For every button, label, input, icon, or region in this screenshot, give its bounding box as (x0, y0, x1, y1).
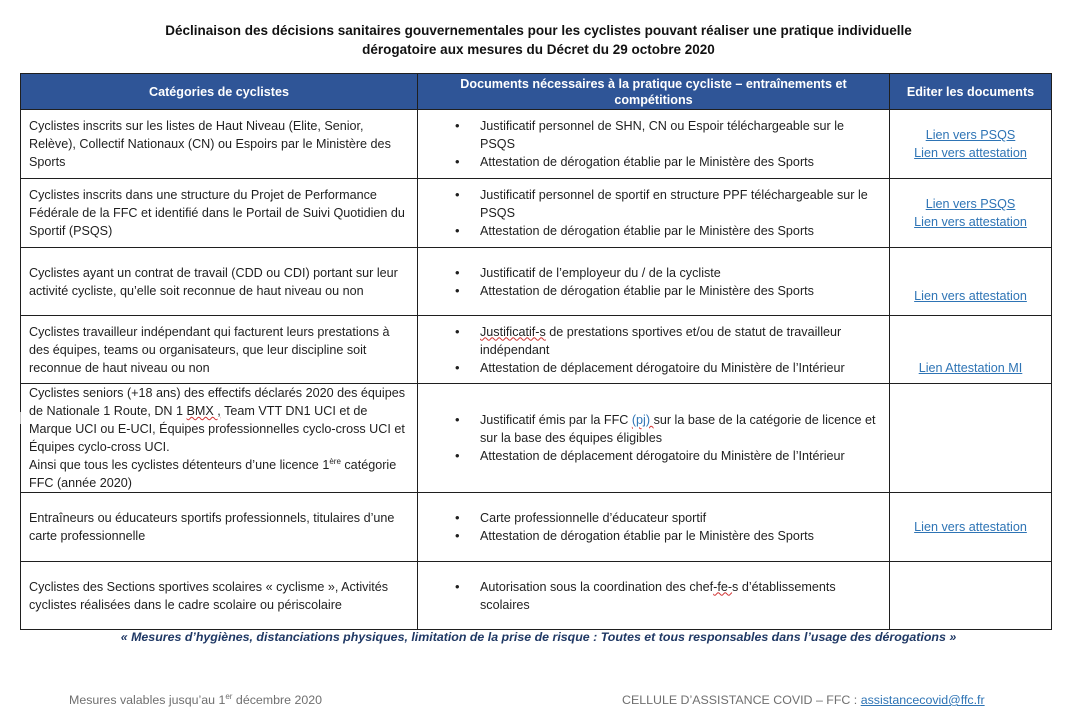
list-item: • Attestation de déplacement dérogatoire du Ministère de l’Intérieur (480, 447, 881, 465)
superscript: ère (329, 456, 341, 466)
list-item: • Justificatif personnel de SHN, CN ou Espoir téléchargeable sur le PSQS (480, 117, 881, 153)
list-item: • Justificatif de l’employeur du / de la cycliste (480, 264, 881, 282)
footer-validity (69, 693, 322, 707)
table-row (21, 248, 1052, 316)
table-row (21, 316, 1052, 384)
superscript: er (225, 691, 233, 701)
link-attestation[interactable]: Lien vers attestation (914, 215, 1027, 229)
spellcheck-word: Justificatif-s (480, 324, 546, 339)
documents-cell (418, 110, 890, 179)
title-line-1: Déclinaison des décisions sanitaires gouvernementales pour les cyclistes pouvant réaliser une pratique individuelle (165, 23, 912, 38)
table-row (21, 110, 1052, 179)
text-cursor (20, 412, 21, 424)
documents-cell (418, 248, 890, 316)
title-line-2: dérogatoire aux mesures du Décret du 29 octobre 2020 (362, 42, 715, 57)
list-item-text: Justificatif émis par la FFC (480, 413, 632, 427)
link-attestation-mi[interactable]: Lien Attestation MI (918, 361, 1023, 375)
header-documents (418, 74, 890, 110)
header-documents-line1: Documents nécessaires à la pratique cycliste – entraînements et (460, 76, 847, 91)
links-cell (890, 316, 1052, 384)
category-cell: Cyclistes travailleur indépendant qui facturent leurs prestations à des équipes, teams ou organisateurs, que leur discipline soit reconnue de haut niveau ou non (21, 316, 418, 384)
list-item-text: s d’établissements scolaires (480, 579, 836, 612)
list-item: • Justificatif personnel de sportif en structure PPF téléchargeable sur le PSQS (480, 186, 881, 222)
list-item: • Attestation de dérogation établie par le Ministère des Sports (480, 222, 881, 240)
list-item: • Attestation de dérogation établie par le Ministère des Sports (480, 282, 881, 300)
pj-link[interactable]: (pj) (631, 413, 654, 427)
category-text: catégorie FFC (année 2020) (29, 458, 397, 490)
header-documents-line2: compétitions (614, 92, 693, 107)
list-item (480, 323, 881, 359)
category-cell: Cyclistes ayant un contrat de travail (CDD ou CDI) portant sur leur activité cycliste, qu’elle soit reconnue de haut niveau ou non (21, 248, 418, 316)
links-cell (890, 493, 1052, 562)
documents-list (426, 411, 881, 465)
documents-list (426, 323, 881, 377)
category-cell (21, 384, 418, 493)
list-item (480, 578, 881, 614)
email-link[interactable]: assistancecovid@ffc.fr (860, 693, 985, 707)
table-row (21, 562, 1052, 630)
links-cell (890, 179, 1052, 248)
link-psqs[interactable]: Lien vers PSQS (925, 128, 1016, 142)
header-categories: Catégories de cyclistes (21, 74, 418, 110)
documents-list (426, 578, 881, 614)
link-attestation[interactable]: Lien vers attestation (914, 520, 1027, 534)
documents-list (426, 509, 881, 545)
documents-list (426, 264, 881, 300)
documents-cell (418, 384, 890, 493)
list-item (480, 411, 881, 447)
footer-contact (622, 693, 985, 707)
footer-text: décembre 2020 (232, 693, 323, 707)
links-cell (890, 562, 1052, 630)
category-cell: Cyclistes des Sections sportives scolaires « cyclisme », Activités cyclistes réalisées dans le cadre scolaire ou périscolaire (21, 562, 418, 630)
links-cell (890, 110, 1052, 179)
links-cell (890, 248, 1052, 316)
header-edit-documents: Editer les documents (890, 74, 1052, 110)
documents-list (426, 117, 881, 171)
category-cell: Cyclistes inscrits sur les listes de Haut Niveau (Elite, Senior, Relève), Collectif Nationaux (CN) ou Espoirs par le Ministère des Sports (21, 110, 418, 179)
list-item: • Attestation de déplacement dérogatoire du Ministère de l’Intérieur (480, 359, 881, 377)
documents-cell (418, 179, 890, 248)
list-item: • Carte professionnelle d’éducateur sportif (480, 509, 881, 527)
links-cell (890, 384, 1052, 493)
documents-cell (418, 316, 890, 384)
table-header-row (21, 74, 1052, 110)
table-row (21, 179, 1052, 248)
list-item-text: Autorisation sous la coordination des chef (480, 579, 714, 594)
list-item: • Attestation de dérogation établie par le Ministère des Sports (480, 153, 881, 171)
hygiene-note: « Mesures d’hygiènes, distanciations physiques, limitation de la prise de risque : Toutes et tous responsables dans l’usage des dérogations » (120, 630, 957, 644)
documents-list (426, 186, 881, 240)
category-text: Cyclistes seniors (+18 ans) des effectifs déclarés 2020 des équipes de Nationale 1 Route, DN 1 (29, 386, 406, 418)
spellcheck-word: -fe- (713, 579, 733, 594)
list-item: • Attestation de dérogation établie par le Ministère des Sports (480, 527, 881, 545)
document-title (0, 21, 1077, 59)
table-row (21, 384, 1052, 493)
category-cell: Entraîneurs ou éducateurs sportifs professionnels, titulaires d’une carte professionnelle (21, 493, 418, 562)
link-attestation[interactable]: Lien vers attestation (914, 146, 1027, 160)
list-item-text: sur la base de la catégorie de licence et sur la base des équipes éligibles (480, 413, 876, 445)
link-attestation[interactable]: Lien vers attestation (914, 289, 1027, 303)
link-psqs[interactable]: Lien vers PSQS (925, 197, 1016, 211)
footer-text: Mesures valables jusqu’au 1 (69, 693, 226, 707)
table-row (21, 493, 1052, 562)
category-text: Team VTT DN1 UCI et de Marque UCI ou E-UCI, Équipes professionnelles cyclo-cross UCI et Équipes cyclo-cross UCI. (29, 404, 405, 454)
spellcheck-word: BMX , (186, 404, 221, 418)
documents-cell (418, 562, 890, 630)
documents-cell (418, 493, 890, 562)
list-item-text: de prestations sportives et/ou de statut de travailleur indépendant (480, 324, 842, 357)
derogation-table (20, 73, 1052, 630)
category-cell: Cyclistes inscrits dans une structure du Projet de Performance Fédérale de la FFC et identifié dans le Portail de Suivi Quotidien du Sportif (PSQS) (21, 179, 418, 248)
footer-contact-label: CELLULE D’ASSISTANCE COVID – FFC : (622, 693, 861, 707)
category-text: Ainsi que tous les cyclistes détenteurs d’une licence 1 (29, 458, 330, 472)
